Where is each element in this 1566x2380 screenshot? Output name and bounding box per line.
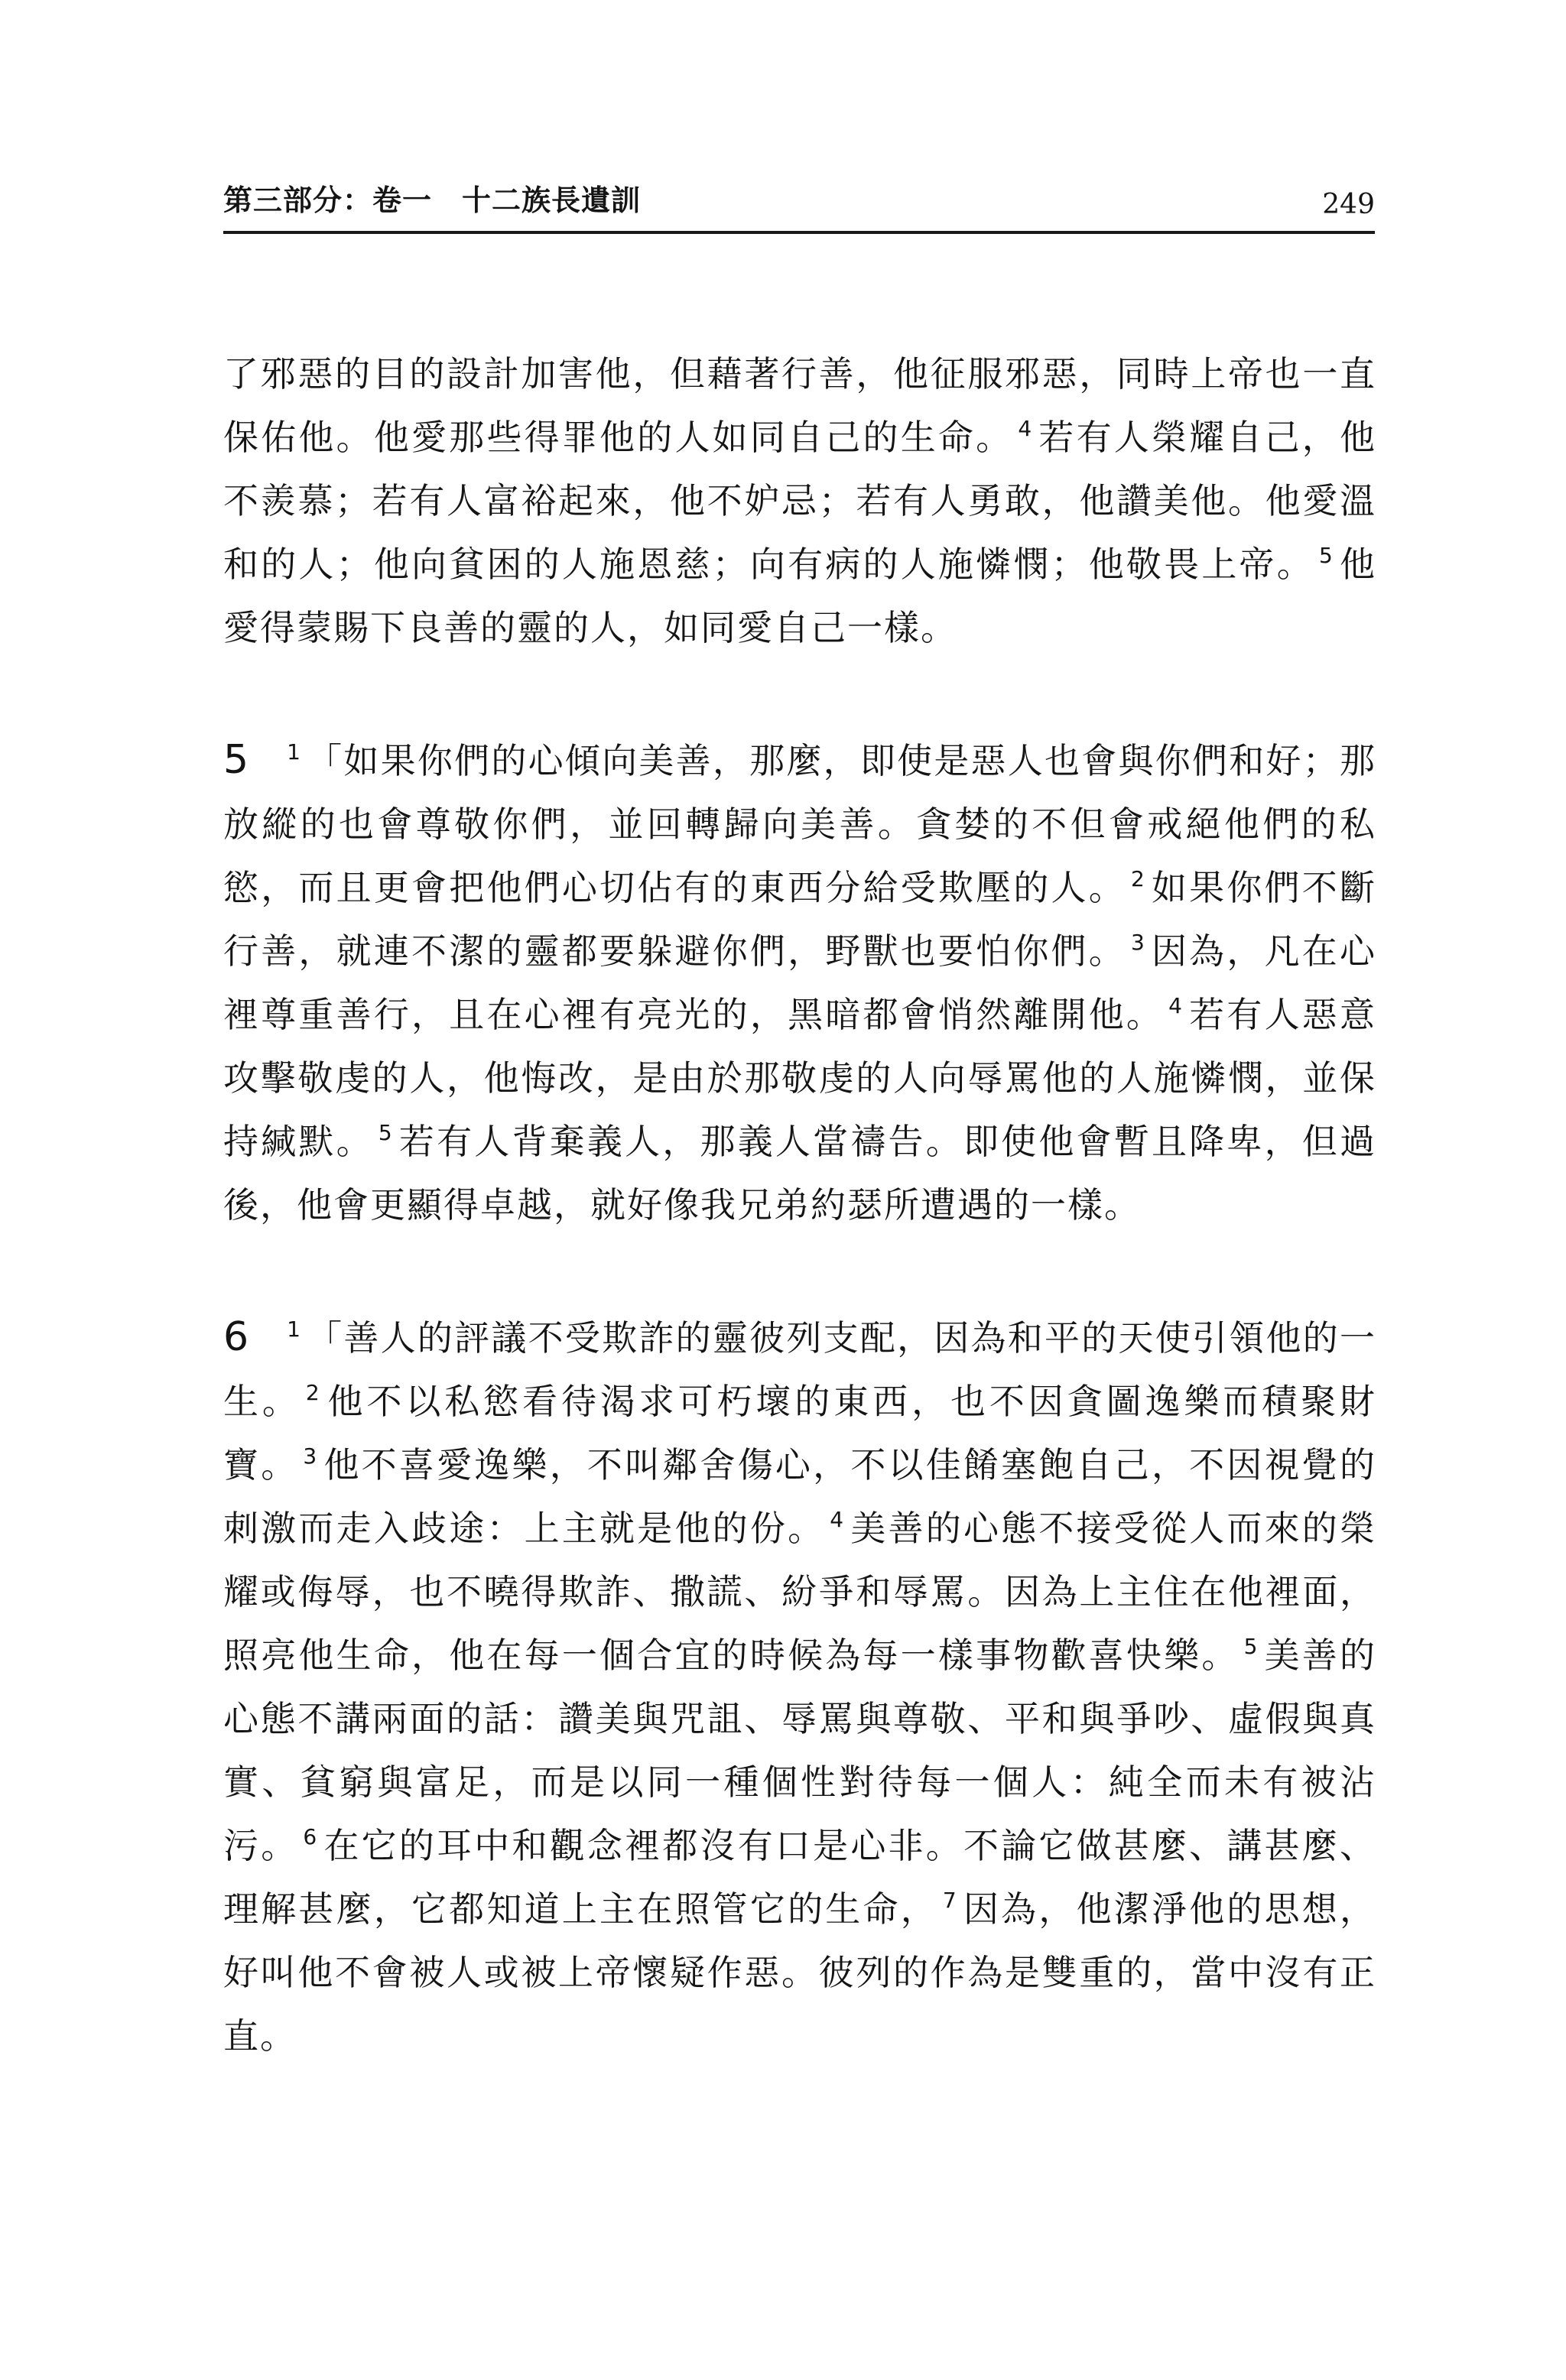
verse-number: 4 [830,1507,846,1532]
verse-text: 美善的心態不講兩面的話：讚美與咒詛、辱罵與尊敬、平和與爭吵、虛假與真實、貧窮與富足，而是以同一種個性對待每一個人：純全而未有被沾污。 [223,1635,1377,1866]
chapter-5 [223,729,1376,1237]
verse-text: 美善的心態不接受從人而來的榮耀或侮辱，也不曉得欺詐、撒謊、紛爭和辱罵。因為上主住在他裡面，照亮他生命，他在每一個合宜的時候為每一樣事物歡喜快樂。 [223,1508,1377,1676]
header-rule [223,231,1375,234]
body-text [223,343,1376,2068]
verse-number: 7 [942,1888,958,1913]
verse-text: 他不以私慾看待渴求可朽壞的東西，也不因貪圖逸樂而積聚財寶。 [223,1381,1377,1485]
verse-number: 4 [1168,993,1184,1018]
verse-text: 他愛得蒙賜下良善的靈的人，如同愛自己一樣。 [223,544,1377,648]
verse-text: 如果你們不斷行善，就連不潔的靈都要躲避你們，野獸也要怕你們。 [223,867,1377,972]
verse-number: 3 [303,1443,319,1469]
verse-text: 了邪惡的目的設計加害他，但藉著行善，他征服邪惡，同時上帝也一直保佑他。他愛那些得罪他的人如同自己的生命。 [223,353,1376,458]
page-number: 249 [1322,189,1375,220]
running-header [223,177,1375,235]
verse-text: 「如果你們的心傾向美善，那麼，即使是惡人也會與你們和好；那放縱的也會尊敬你們，並回轉歸向美善。貪婪的不但會戒絕他們的私慾，而且更會把他們心切佔有的東西分給受欺壓的人。 [223,740,1376,908]
running-title: 第三部分：卷一 十二族長遺訓 [223,183,642,217]
verse-number: 1 [287,1317,302,1342]
chapter-number: 5 [223,737,251,783]
verse-text: 若有人惡意攻擊敬虔的人，他悔改，是由於那敬虔的人向辱罵他的人施憐憫，並保持緘默。 [223,994,1377,1162]
chapter-6 [223,1306,1376,2068]
verse-number: 3 [1130,930,1146,955]
verse-text: 他不喜愛逸樂，不叫鄰舍傷心，不以佳餚塞飽自己，不因視覺的刺激而走入歧途：上主就是他的份。 [223,1444,1377,1549]
paragraph-continued [223,343,1376,660]
verse-number: 5 [378,1120,394,1145]
verse-text: 因為，他潔淨他的思想，好叫他不會被人或被上帝懷疑作惡。彼列的作為是雙重的，當中沒有正直。 [223,1888,1377,2057]
verse-number: 2 [305,1380,321,1405]
verse-text: 若有人榮耀自己，他不羨慕；若有人富裕起來，他不妒忌；若有人勇敢，他讚美他。他愛溫和的人；他向貧困的人施恩慈；向有病的人施憐憫；他敬畏上帝。 [223,417,1377,585]
chapter-number: 6 [223,1314,251,1360]
verse-number: 5 [1243,1634,1259,1659]
verse-number: 1 [287,739,302,765]
verse-number: 2 [1130,866,1146,891]
verse-text: 因為，凡在心裡尊重善行，且在心裡有亮光的，黑暗都會悄然離開他。 [223,930,1377,1035]
verse-number: 5 [1318,543,1334,568]
verse-text: 「善人的評議不受欺詐的靈彼列支配，因為和平的天使引領他的一生。 [223,1317,1376,1422]
verse-text: 在它的耳中和觀念裡都沒有口是心非。不論它做甚麼、講甚麼、理解甚麼，它都知道上主在照管它的生命， [223,1825,1377,1930]
verse-text: 若有人背棄義人，那義人當禱告。即使他會暫且降卑，但過後，他會更顯得卓越，就好像我兄弟約瑟所遭遇的一樣。 [223,1121,1377,1226]
verse-number: 6 [303,1824,319,1849]
verse-number: 4 [1018,416,1034,441]
